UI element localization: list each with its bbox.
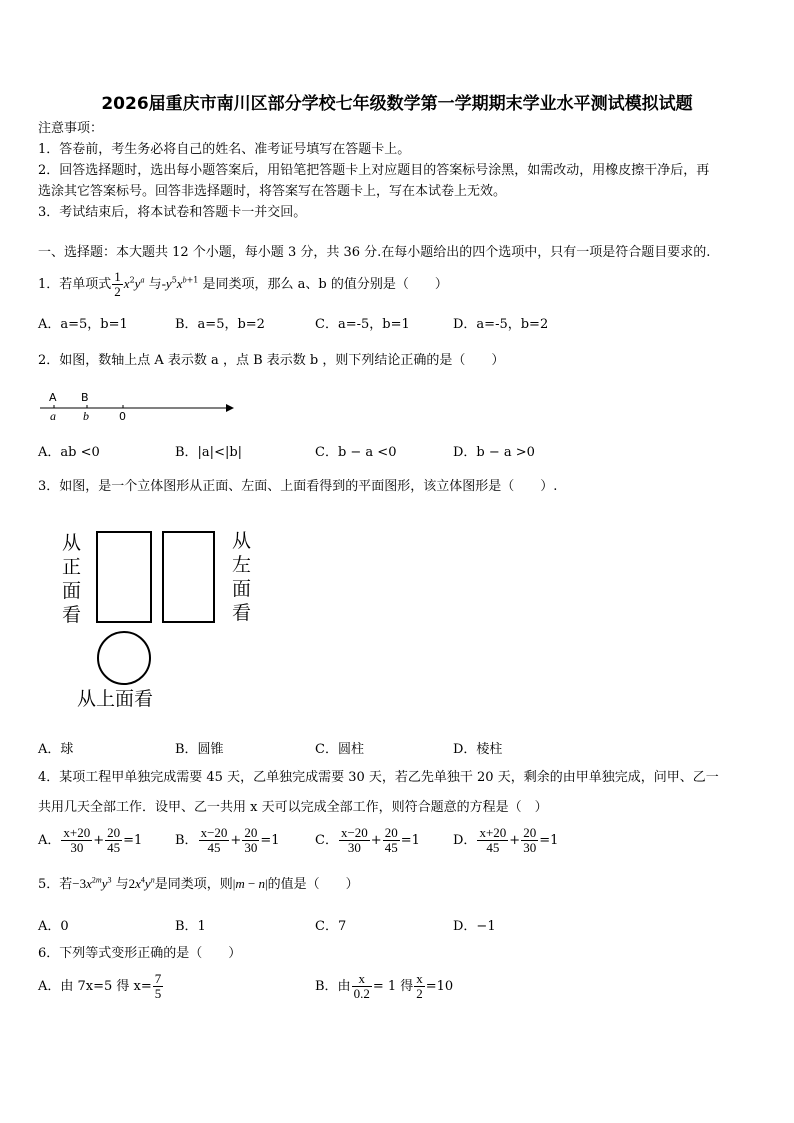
q5-option-a[interactable]: A．0 xyxy=(38,919,69,934)
notice-item-3: 3．考试结束后，将本试卷和答题卡一并交回。 xyxy=(38,205,307,220)
zero-label: 0 xyxy=(119,410,126,423)
section-heading: 一、选择题：本大题共 12 个小题，每小题 3 分，共 36 分.在每小题给出的四个选项中，只有一项是符合题目要求的. xyxy=(38,245,711,260)
q6-option-b[interactable]: B．由 $\frac{x}{0.2}$ = 1 得 $\frac{x}{2}$ =10 xyxy=(315,971,454,1001)
notice-item-1: 1．答卷前，考生务必将自己的姓名、准考证号填写在答题卡上。 xyxy=(38,142,411,157)
q1-suffix: 是同类项，那么 a、b 的值分别是（ ） xyxy=(202,277,448,292)
notice-item-2-cont: 选涂其它答案标号。回答非选择题时，将答案写在答题卡上，写在本试卷上无效。 xyxy=(38,184,507,199)
q4-option-d[interactable]: D． $\frac{x+20}{45}$ + $\frac{20}{30}$ =1 xyxy=(453,825,559,855)
q4-option-b[interactable]: B． $\frac{x-20}{45}$ + $\frac{20}{30}$ =1 xyxy=(175,825,280,855)
question-1: 1．若单项式 $\frac{1}{2}$ $x^2y^a$ 与$-y^5x^{b+1}$ 是同类项，那么 a、b 的值分别是（ ） xyxy=(38,269,448,299)
q1-option-d[interactable]: D．a=-5，b=2 xyxy=(453,317,549,332)
front-view-label: 从 正 面 看 xyxy=(62,532,82,626)
point-b-label: B xyxy=(81,391,89,404)
question-5: 5．若$-3x^{2m}y^3$ 与$2x^4y^n$是同类项，则|m − n|的值是（ ） xyxy=(38,875,359,892)
q4-option-c[interactable]: C． $\frac{x-20}{30}$ + $\frac{20}{45}$ =1 xyxy=(315,825,420,855)
value-a-label: a xyxy=(50,409,56,423)
q3-option-c[interactable]: C．圆柱 xyxy=(315,742,364,757)
q4-option-a[interactable]: A． $\frac{x+20}{30}$ + $\frac{20}{45}$ =1 xyxy=(38,825,143,855)
q2-option-c[interactable]: C．b − a <0 xyxy=(315,445,397,460)
page-title: 2026届重庆市南川区部分学校七年级数学第一学期期末学业水平测试模拟试题 xyxy=(101,94,693,114)
q5-option-b[interactable]: B．1 xyxy=(175,919,206,934)
q1-option-b[interactable]: B．a=5，b=2 xyxy=(175,317,265,332)
q1-option-a[interactable]: A．a=5，b=1 xyxy=(38,317,128,332)
q6-option-a[interactable]: A．由 7x=5 得 x= $\frac{7}{5}$ xyxy=(38,971,162,1001)
q1-prefix: 1．若单项式 xyxy=(38,277,112,292)
top-view-circle xyxy=(97,631,151,685)
top-view-label: 从上面看 xyxy=(77,688,154,710)
number-line-arrow-icon xyxy=(226,404,234,412)
q3-option-a[interactable]: A．球 xyxy=(38,742,74,757)
question-3: 3．如图，是一个立体图形从正面、左面、上面看得到的平面图形，该立体图形是（ ）. xyxy=(38,479,558,494)
left-view-label: 从 左 面 看 xyxy=(232,530,252,624)
q2-option-b[interactable]: B．|a|<|b| xyxy=(175,445,243,460)
q3-option-b[interactable]: B．圆锥 xyxy=(175,742,224,757)
q5-option-c[interactable]: C．7 xyxy=(315,919,347,934)
question-6: 6．下列等式变形正确的是（ ） xyxy=(38,946,242,961)
number-line-figure xyxy=(38,388,238,424)
question-4-line-2: 共用几天全部工作．设甲、乙一共用 x 天可以完成全部工作，则符合题意的方程是（ ） xyxy=(38,800,548,815)
q1-middle: 与 xyxy=(148,277,162,292)
left-view-rect xyxy=(162,531,215,623)
q3-option-d[interactable]: D．棱柱 xyxy=(453,742,503,757)
value-b-label: b xyxy=(83,409,89,423)
question-4-line-1: 4．某项工程甲单独完成需要 45 天，乙单独完成需要 30 天，若乙先单独干 20 天，剩余的由甲单独完成，问甲、乙一 xyxy=(38,770,719,785)
question-2: 2．如图，数轴上点 A 表示数 a ，点 B 表示数 b ，则下列结论正确的是（ ） xyxy=(38,353,505,368)
notice-item-2: 2．回答选择题时，选出每小题答案后，用铅笔把答题卡上对应题目的答案标号涂黑，如需改动，用橡皮擦干净后，再 xyxy=(38,163,710,178)
q1-option-c[interactable]: C．a=-5，b=1 xyxy=(315,317,410,332)
q2-option-d[interactable]: D．b − a >0 xyxy=(453,445,535,460)
front-view-rect xyxy=(96,531,152,623)
q2-option-a[interactable]: A．ab <0 xyxy=(38,445,100,460)
q5-option-d[interactable]: D．−1 xyxy=(453,919,496,934)
point-a-label: A xyxy=(49,391,57,404)
notice-heading: 注意事项： xyxy=(38,121,104,136)
